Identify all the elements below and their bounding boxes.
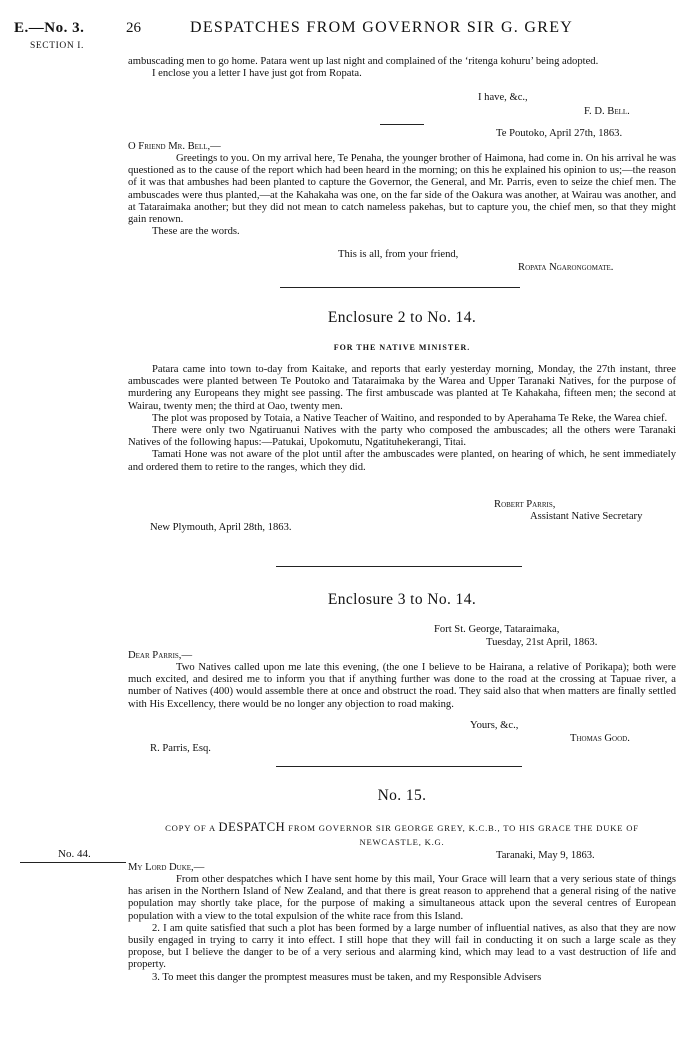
copy-heading-despatch: DESPATCH <box>218 820 286 834</box>
no15-copy-heading <box>128 820 676 849</box>
no15-paragraph: From other despatches which I have sent home by this mail, Your Grace will learn that a very serious state of things has arisen in the Northern Island of New Zealand, and that there is great reason to apprehend that a general rising of the native population may shortly take place, for the purpose of making a simultaneous attack upon the several centres of European population with a view to the total expulsion of the white race from this Island. <box>128 874 676 922</box>
divider <box>380 124 424 125</box>
letter1-signature: F. D. Bell. <box>584 106 630 117</box>
page-number: 26 <box>126 20 141 36</box>
letter1-paragraph: I enclose you a letter I have just got from Ropata. <box>152 68 362 80</box>
no15-paragraph: 3. To meet this danger the promptest measures must be taken, and my Responsible Advisers <box>152 971 542 983</box>
copy-heading-part: FROM GOVERNOR SIR GEORGE GREY, K.C.B., TO HIS GRACE THE DUKE OF <box>288 823 639 833</box>
margin-rule <box>20 862 126 863</box>
enclosure3-salutation: Dear Parris,— <box>128 650 193 661</box>
letter1-body <box>128 56 676 80</box>
no15-salutation: My Lord Duke,— <box>128 862 205 873</box>
enclosure3-addressee: R. Parris, Esq. <box>150 743 211 754</box>
enclosure3-closing: Yours, &c., <box>470 720 519 731</box>
letter2-body <box>128 153 676 238</box>
divider <box>280 287 520 288</box>
enclosure2-paragraph: Patara came into town to-day from Kaitake, and reports that early yesterday morning, Monday, the 27th instant, three ambuscades were planted between Te Poutoko and Tataraimaka by the Warea and Upper Taranaki Natives, for the purpose of murdering any Europeans they might see passing. The first ambuscade was planted at Te Kahakaha, fifteen men; the second at Wairau, twenty men; the third at Oao, twenty men. <box>128 364 676 412</box>
enclosure2-paragraph: There were only two Ngatiruanui Natives with the party who composed the ambuscades; all the others were Taranaki Natives of the following hapus:—Patukai, Upokomutu, Ngatituhekerangi, Titai. <box>128 425 676 449</box>
no15-place-date: Taranaki, May 9, 1863. <box>496 850 595 861</box>
letter2-place-date: Te Poutoko, April 27th, 1863. <box>496 128 623 139</box>
enclosure3-place: Fort St. George, Tataraimaka, <box>434 624 560 635</box>
enclosure2-paragraph: The plot was proposed by Totaia, a Native Teacher of Waitino, and responded to by Aperahama Te Reke, the Warea chief. <box>152 412 668 424</box>
divider <box>276 566 522 567</box>
section-label: SECTION I. <box>30 41 85 51</box>
enclosure3-signature: Thomas Good. <box>570 733 630 744</box>
letter2-paragraph: These are the words. <box>152 226 240 238</box>
enclosure2-paragraph: Tamati Hone was not aware of the plot until after the ambuscades were planted, on hearing of which, he sent immediately and ordered them to retire to the ranges, which they did. <box>128 449 676 473</box>
divider <box>276 766 522 767</box>
enclosure2-title: Enclosure 2 to No. 14. <box>327 309 477 326</box>
letter2-salutation: O Friend Mr. Bell,— <box>128 141 221 152</box>
enclosure3-body <box>128 662 676 711</box>
letter1-closing: I have, &c., <box>478 92 528 103</box>
letter2-paragraph: Greetings to you. On my arrival here, Te Penaha, the younger brother of Haimona, had come in. On his arrival he was questioned as to the cause of the report which had been heard in the morning; on this he explained his opinion to us;—the reason of it was that ambushes had been planted to capture the Governor, the General, and Mr. Parris, even to seize the chief men. The ambuscades were thus planted,—at the Kahakaha was one, on the far side of the Oakura was another, at Wairau was another, and at Tataraimaka another; but they did not mean to catch nameless pakehas, but to capture you, the chief men, so that they might gain renown. <box>128 153 676 226</box>
enclosure2-place-date: New Plymouth, April 28th, 1863. <box>150 522 292 533</box>
no15-body <box>128 874 676 984</box>
enclosure2-signature-title: Assistant Native Secretary <box>530 511 643 522</box>
enclosure2-body <box>128 364 676 474</box>
enclosure2-signature: Robert Parris, <box>494 499 556 510</box>
copy-heading-part: NEWCASTLE, K.G. <box>359 837 445 847</box>
enclosure3-paragraph: Two Natives called upon me late this evening, (the one I believe to be Hairana, a relative of Porikapa); both were much excited, and desired me to inform you that if anything further was done to the road at the crossing at Tapuae river, a number of Natives (400) would assemble there at once and obstruct the road. They said also that when matters are finally settled with His Excellency, there would be no longer any objection to road making. <box>128 662 676 710</box>
no15-title: No. 15. <box>377 787 427 804</box>
margin-reference: No. 44. <box>58 848 91 860</box>
enclosure2-subtitle: FOR THE NATIVE MINISTER. <box>333 343 471 352</box>
letter2-signature: Ropata Ngarongomate. <box>518 262 614 273</box>
copy-heading-part: COPY OF A <box>165 823 216 833</box>
enclosure3-date: Tuesday, 21st April, 1863. <box>486 637 598 648</box>
no15-paragraph: 2. I am quite satisfied that such a plot has been formed by a large number of influential natives, as also that they are now busily engaged in trying to carry it into effect. I still hope that they will fail in conducting it on such a large scale as they propose, but I believe the danger to be of a very serious and alarming kind, which may lead to a vast destruction of life and property. <box>128 922 676 971</box>
page-title: DESPATCHES FROM GOVERNOR SIR G. GREY <box>190 19 574 36</box>
document-reference: E.—No. 3. <box>14 20 85 36</box>
letter2-closing: This is all, from your friend, <box>338 249 459 260</box>
letter1-paragraph: ambuscading men to go home. Patara went up last night and complained of the ‘ritenga kohuru’ being adopted. <box>128 56 599 67</box>
enclosure3-title: Enclosure 3 to No. 14. <box>327 591 477 608</box>
